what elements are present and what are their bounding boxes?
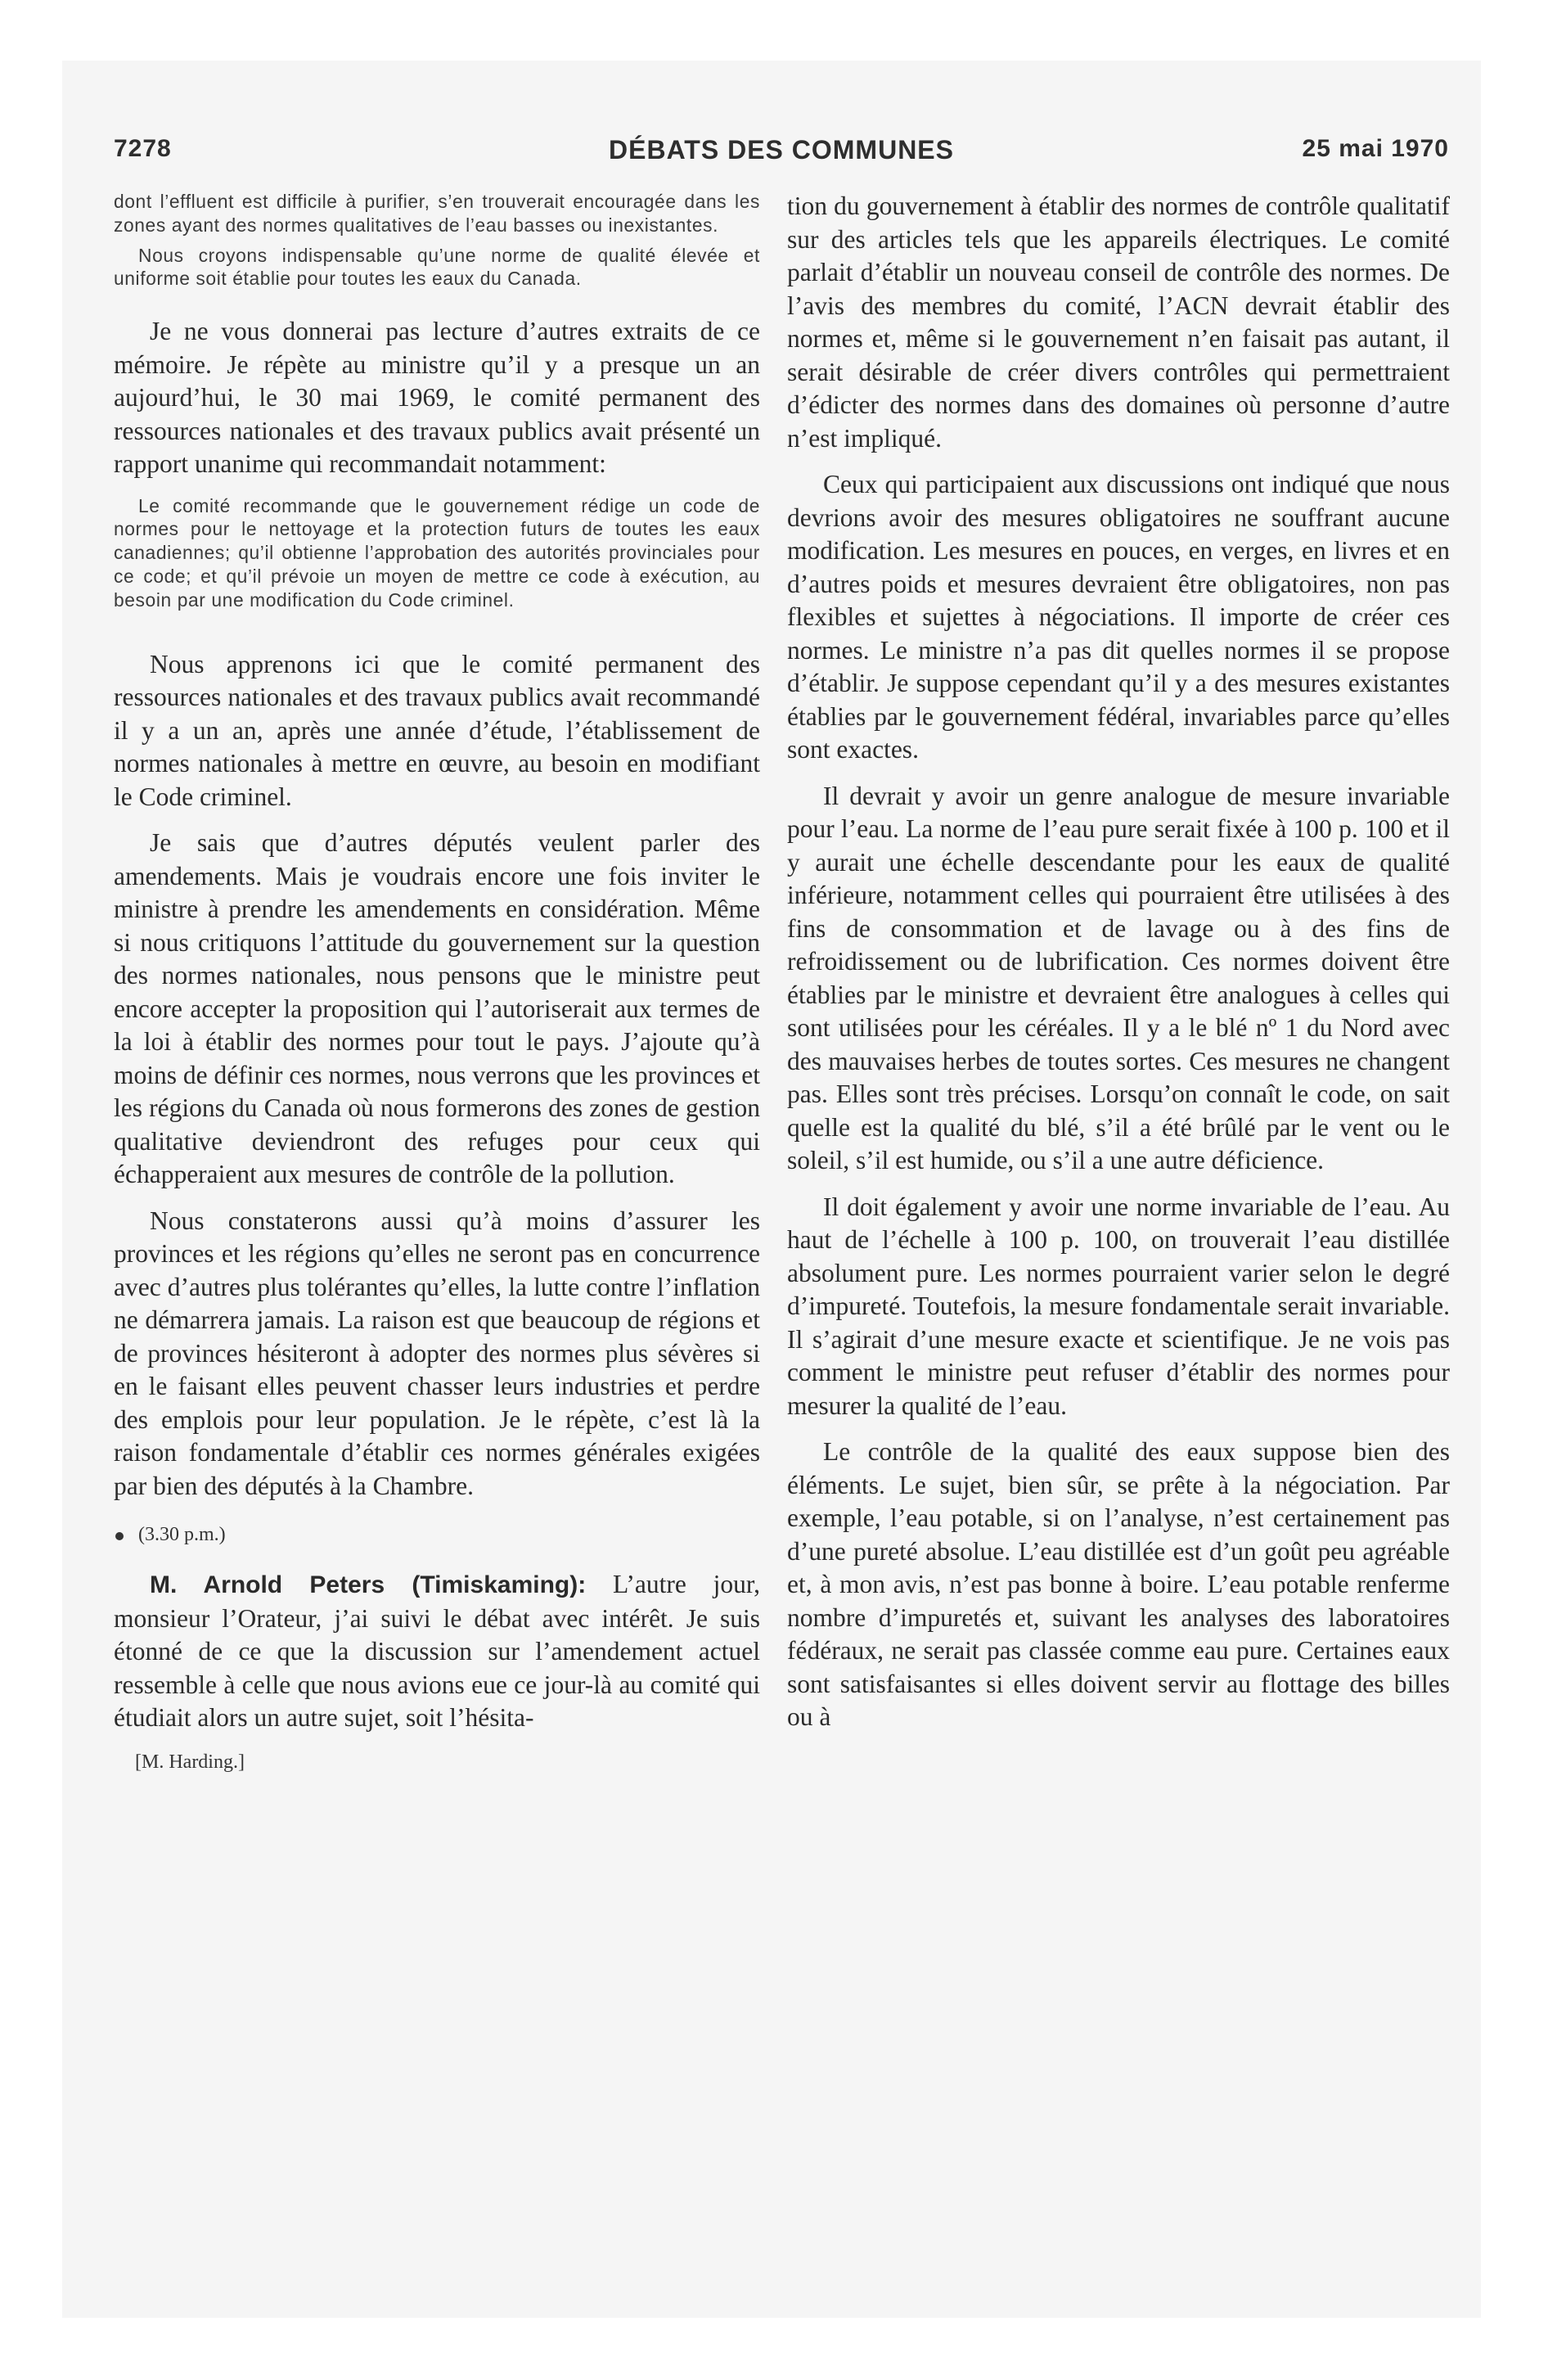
quote-paragraph: Nous croyons indispensable qu’une norme de qualité élevée et uniforme soit établie pour toutes les eaux du Canada. (114, 244, 760, 290)
quote-paragraph: dont l’effluent est difficile à purifier, s’en trouverait encouragée dans les zones ayant des normes qualitatives de l’eau basses ou inexistantes. (114, 191, 760, 236)
time-stamp (115, 1522, 760, 1547)
body-paragraph: Il devrait y avoir un genre analogue de mesure invariable pour l’eau. La norme de l’eau pure serait fixée à 100 p. 100 et il y aurait une échelle descendante pour les eaux de qualité inférieure, notamment celles qui pourraient être utilisées à des fins de consommation et de lavage ou à des fins de refroidissement ou de lubrification. Ces normes doivent être établies par le ministre et devraient être analogues à celles qui sont utilisées pour les céréales. Il y a le blé nº 1 du Nord avec des mauvaises herbes de toutes sortes. Ces mesures ne changent pas. Elles sont très précises. Lorsqu’on connaît le code, on sait quelle est la qualité du blé, s’il a été brûlé par le vent ou le soleil, s’il est humide, ou s’il a une autre déficience. (787, 781, 1450, 1174)
page-number: 7278 (114, 135, 172, 162)
body-paragraph: Je sais que d’autres députés veulent parler des amendements. Mais je voudrais encore une fois inviter le ministre à prendre les amendements en considération. Même si nous critiquons l’attitude du gouvernement sur la question des normes nationales, nous pensons que le ministre peut encore accepter la proposition qui l’autoriserait aux termes de la loi à établir des normes pour tout le pays. J’ajoute qu’à moins de définir ces normes, nous verrons que les provinces et les régions du Canada où nous formerons des zones de gestion qualitative deviendront des refuges pour ceux qui échapperaient aux mesures de contrôle de la pollution. (114, 828, 760, 1189)
body-paragraph: Le contrôle de la qualité des eaux suppose bien des éléments. Le sujet, bien sûr, se prête à la négociation. Par exemple, l’eau potable, si on l’analyse, n’est certainement pas d’une pureté absolue. L’eau distillée est d’un goût peu agréable et, à mon avis, n’est pas bonne à boire. L’eau potable renferme nombre d’impuretés et, suivant les analyses des laboratoires fédéraux, ne serait pas classée comme eau pure. Certaines eaux sont satisfaisantes si elles doivent servir au flottage des billes ou à (787, 1437, 1450, 1731)
speech-paragraph (114, 1568, 760, 1735)
page-header (114, 135, 1449, 173)
speaker-name: M. Arnold Peters (Timiskaming): (150, 1571, 587, 1599)
quote-paragraph: Le comité recommande que le gouvernement rédige un code de normes pour le nettoyage et la protection futurs de toutes les eaux canadiennes; qu’il obtienne l’approbation des autorités provinciales pour ce code; et qu’il prévoie un moyen de mettre ce code à exécution, au besoin par une modification du Code criminel. (114, 494, 760, 611)
body-paragraph: Ceux qui participaient aux discussions ont indiqué que nous devrions avoir des mesures obligatoires ne souffrant aucune modification. Les mesures en pouces, en verges, en livres et en d’autres poids et mesures devraient être obligatoires, non pas flexibles et sujettes à négociations. Il importe de créer ces normes. Le ministre n’a pas dit quelles normes il se propose d’établir. Je suppose cependant qu’il y a des mesures existantes établies par le gouvernement fédéral, invariables parce qu’elles sont exactes. (787, 470, 1450, 764)
body-paragraph: Nous apprenons ici que le comité permanent des ressources nationales et des travaux publics avait recommandé il y a un an, après une année d’étude, l’établissement de normes nationales à mettre en œuvre, au besoin en modifiant le Code criminel. (114, 649, 760, 811)
footer-note: [M. Harding.] (135, 1751, 245, 1773)
page-date: 25 mai 1970 (1302, 135, 1449, 162)
body-paragraph: Il doit également y avoir une norme invariable de l’eau. Au haut de l’échelle à 100 p. 100, on trouverait l’eau distillée absolument pure. Les normes pourraient varier selon le degré d’impureté. Toutefois, la mesure fondamentale serait invariable. Il s’agirait d’une mesure exacte et scientifique. Je ne vois pas comment le ministre peut refuser d’établir des normes pour mesurer la qualité de l’eau. (787, 1192, 1450, 1420)
body-paragraph: Nous constaterons aussi qu’à moins d’assurer les provinces et les régions qu’elles ne seront pas en concurrence avec d’autres plus tolérantes qu’elles, la lutte contre l’inflation ne démarrera jamais. La raison est que beaucoup de régions et de provinces hésiteront à adopter des normes plus sévères si en le faisant elles peuvent chasser leurs industries et perdre des emplois pour leur population. Je le répète, c’est là la raison fondamentale d’établir ces normes générales exigées par bien des députés à la Chambre. (114, 1206, 760, 1500)
left-column (114, 190, 760, 2252)
body-paragraph: tion du gouvernement à établir des normes de contrôle qualitatif sur des articles tels que les appareils électriques. Le comité parlait d’établir un nouveau conseil de contrôle des normes. De l’avis des membres du comité, l’ACN devrait établir des normes et, même si le gouvernement n’en faisait pas autant, il serait désirable de créer divers contrôles qui permettraient d’édicter des normes dans des domaines où personne d’autre n’est impliqué. (787, 192, 1450, 453)
bullet-icon (115, 1532, 124, 1540)
page-title: DÉBATS DES COMMUNES (609, 135, 954, 165)
body-paragraph: Je ne vous donnerai pas lecture d’autres extraits de ce mémoire. Je répète au ministre qu’il y a presque un an aujourd’hui, le 30 mai 1969, le comité permanent des ressources nationales et des travaux publics avait présenté un rapport unanime qui recommandait notamment: (114, 317, 760, 479)
time-stamp-text: (3.30 p.m.) (138, 1524, 226, 1546)
right-column (787, 190, 1450, 2252)
speech-text: L’autre jour, monsieur l’Orateur, j’ai suivi le débat avec intérêt. Je suis étonné de ce que la discussion sur l’amendement actuel ressemble à celle que nous avions eue ce jour-là au comité qui étudiait alors un autre sujet, soit l’hésita- (114, 1570, 760, 1733)
